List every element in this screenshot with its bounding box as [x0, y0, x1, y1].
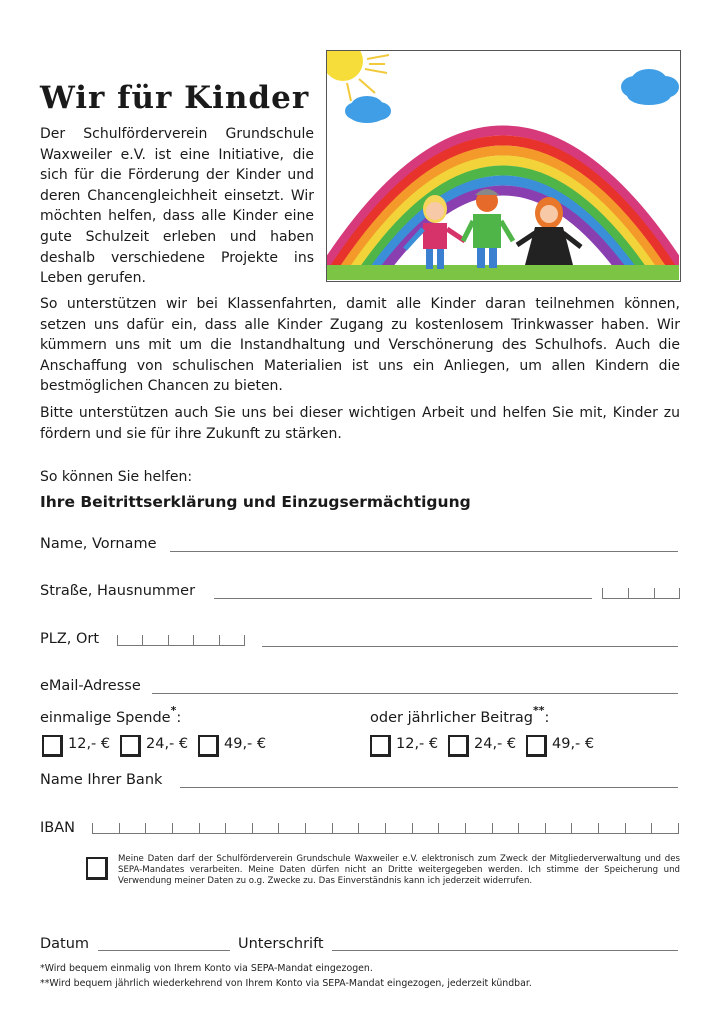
signature-field[interactable]	[332, 950, 678, 951]
yearly-24-label: 24,- €	[474, 736, 517, 752]
consent-text: Meine Daten darf der Schulförderverein Grundschule Waxweiler e.V. elektronisch zum Zweck der Mitgliederverwaltung und des SEPA-Mandates verarbeiten. Meine Daten dürfen nicht an Dritte weitergegeben werden. Ich stimme der Speicherung und Verwendung meiner Daten zu o.g. Zwecke zu. Das Einverständnis kann ich jederzeit widerrufen.	[118, 854, 680, 886]
name-label: Name, Vorname	[40, 536, 157, 552]
yearly-12-label: 12,- €	[396, 736, 439, 752]
children-drawing	[326, 50, 681, 282]
iban-cell-divider	[305, 823, 306, 833]
iban-cell-divider	[465, 823, 466, 833]
form-heading: Ihre Beitrittserklärung und Einzugsermächtigung	[40, 493, 471, 511]
iban-cell-divider	[625, 823, 626, 833]
paragraph-projects: So unterstützen wir bei Klassenfahrten, damit alle Kinder daran teilnehmen können, setzen uns dafür ein, dass alle Kinder Zugang zu kostenlosem Trinkwasser haben. Wir kümmern uns mit um die Instandhaltung und Verschönerung des Schulhofs. Auch die Anschaffung von schulischen Materialien ist uns ein Anliegen, um allen Kindern die bestmöglichen Chancen zu bieten.	[40, 296, 680, 395]
help-label: So können Sie helfen:	[40, 469, 193, 485]
iban-cell-divider	[438, 823, 439, 833]
rainbow-drawing-icon	[327, 51, 679, 280]
iban-cell-divider	[412, 823, 413, 833]
iban-cell-divider	[358, 823, 359, 833]
iban-cell-divider	[92, 823, 93, 833]
once-49-checkbox[interactable]	[198, 735, 219, 757]
iban-cell-divider	[332, 823, 333, 833]
yearly-49-label: 49,- €	[552, 736, 595, 752]
once-12-checkbox[interactable]	[42, 735, 63, 757]
iban-cell-divider	[225, 823, 226, 833]
email-label: eMail-Adresse	[40, 678, 141, 694]
iban-cell-divider	[492, 823, 493, 833]
once-donation-label: einmalige Spende*:	[40, 704, 182, 726]
yearly-12-checkbox[interactable]	[370, 735, 391, 757]
iban-field[interactable]	[92, 823, 679, 834]
yearly-49-checkbox[interactable]	[526, 735, 547, 757]
yearly-footnote-mark: **	[532, 704, 545, 717]
name-field[interactable]	[170, 551, 678, 552]
postal-code-field[interactable]	[117, 635, 245, 646]
street-label: Straße, Hausnummer	[40, 583, 196, 599]
once-24-label: 24,- €	[146, 736, 189, 752]
iban-cell-divider	[199, 823, 200, 833]
date-label: Datum	[40, 936, 90, 952]
yearly-fee-label: oder jährlicher Beitrag**:	[370, 704, 550, 726]
consent-checkbox[interactable]	[86, 857, 108, 880]
footnote-once: *Wird bequem einmalig von Ihrem Konto via SEPA-Mandat eingezogen.	[40, 963, 373, 974]
city-label: PLZ, Ort	[40, 631, 100, 647]
iban-cell-divider	[518, 823, 519, 833]
iban-cell-divider	[278, 823, 279, 833]
bank-label: Name Ihrer Bank	[40, 772, 163, 788]
iban-cell-divider	[145, 823, 146, 833]
intro-text: Der Schulförderverein Grundschule Waxweiler e.V. ist eine Initiative, die sich für die Förderung der Kinder und deren Chancengleichheit einsetzt. Wir möchten helfen, dass alle Kinder eine gute Schulzeit erleben und haben deshalb verschiedene Projekte ins Leben gerufen.	[40, 126, 314, 287]
date-field[interactable]	[98, 950, 230, 951]
street-field[interactable]	[214, 598, 592, 599]
iban-cell-divider	[385, 823, 386, 833]
iban-cell-divider	[598, 823, 599, 833]
iban-cell-divider	[172, 823, 173, 833]
bank-field[interactable]	[180, 787, 678, 788]
yearly-24-checkbox[interactable]	[448, 735, 469, 757]
city-field[interactable]	[262, 646, 678, 647]
once-footnote-mark: *	[170, 704, 177, 717]
iban-cell-divider	[678, 823, 679, 833]
house-number-field[interactable]	[602, 588, 680, 599]
iban-label: IBAN	[40, 820, 75, 836]
iban-cell-divider	[119, 823, 120, 833]
iban-cell-divider	[545, 823, 546, 833]
footnote-yearly: **Wird bequem jährlich wiederkehrend von Ihrem Konto via SEPA-Mandat eingezogen, jederzeit kündbar.	[40, 978, 532, 989]
once-24-checkbox[interactable]	[120, 735, 141, 757]
email-field[interactable]	[152, 693, 678, 694]
once-12-label: 12,- €	[68, 736, 111, 752]
signature-label: Unterschrift	[238, 936, 324, 952]
iban-cell-divider	[252, 823, 253, 833]
iban-cell-divider	[571, 823, 572, 833]
paragraph-appeal: Bitte unterstützen auch Sie uns bei dieser wichtigen Arbeit und helfen Sie mit, Kinder zu fördern und sie für ihre Zukunft zu stärken.	[40, 405, 680, 442]
iban-cell-divider	[651, 823, 652, 833]
page-title: Wir für Kinder	[40, 80, 310, 116]
once-49-label: 49,- €	[224, 736, 267, 752]
